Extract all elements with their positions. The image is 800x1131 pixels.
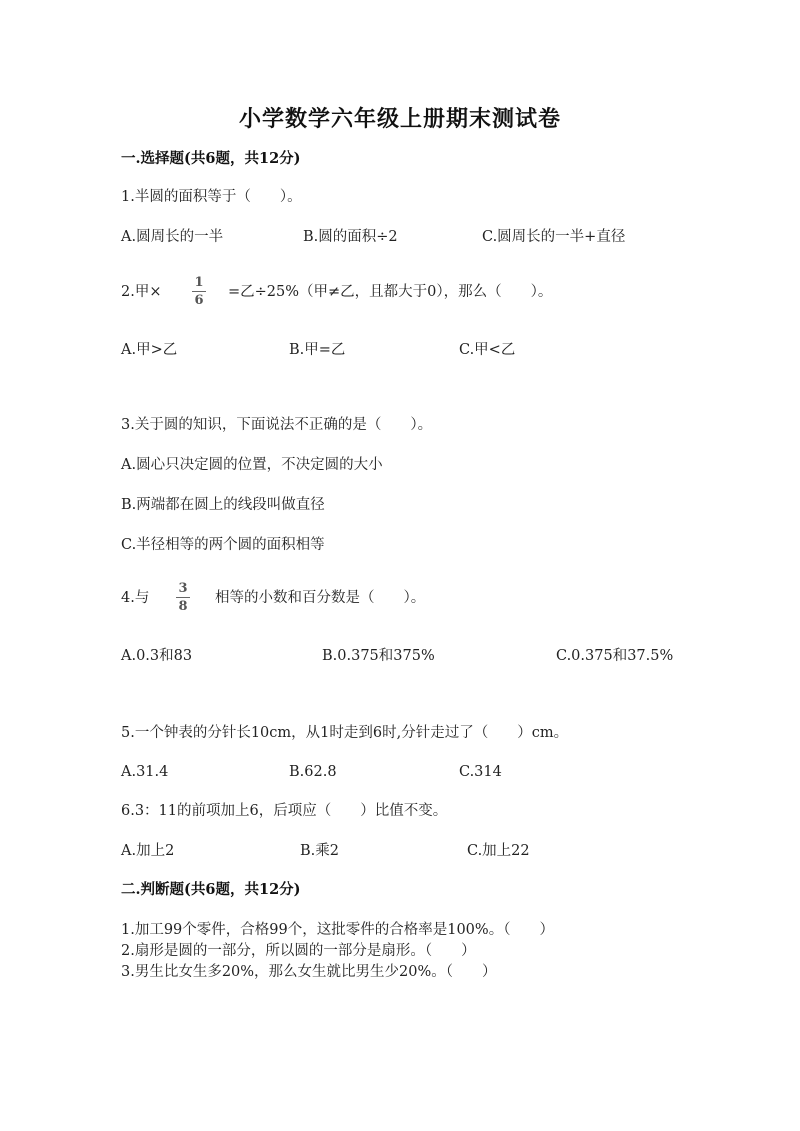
- question-2-fraction-numerator: 1: [194, 275, 204, 290]
- question-6-option-c: C.加上22: [467, 843, 530, 859]
- question-5-option-a: A.31.4: [121, 764, 169, 780]
- question-2-stem-after: =乙÷25%（甲≠乙，且都大于0），那么（ ）。: [228, 284, 553, 300]
- question-2-stem-before: 2.甲×: [121, 284, 162, 300]
- question-1-option-a: A.圆周长的一半: [121, 229, 224, 245]
- question-4-fraction-denominator: 8: [178, 599, 188, 614]
- question-4-option-a: A.0.3和83: [121, 648, 193, 664]
- question-3-stem: 3.关于圆的知识，下面说法不正确的是（ ）。: [121, 417, 433, 433]
- question-5-option-c: C.314: [459, 764, 502, 780]
- question-1-option-c: C.圆周长的一半+直径: [482, 229, 626, 245]
- question-1-option-b: B.圆的面积÷2: [303, 229, 398, 245]
- question-6-option-a: A.加上2: [121, 843, 175, 859]
- section-heading-choice: 一.选择题(共6题，共12分): [121, 150, 301, 167]
- judgment-item-3: 3.男生比女生多20%，那么女生就比男生少20%。（ ）: [121, 964, 497, 980]
- question-2-option-c: C.甲<乙: [459, 342, 516, 358]
- question-1-stem: 1.半圆的面积等于（ ）。: [121, 189, 302, 205]
- question-3-option-a: A.圆心只决定圆的位置，不决定圆的大小: [121, 457, 383, 473]
- question-2-option-a: A.甲>乙: [121, 342, 178, 358]
- fraction-bar: [176, 597, 190, 598]
- section-heading-judgment: 二.判断题(共6题，共12分): [121, 881, 301, 898]
- question-4-option-b: B.0.375和375%: [322, 648, 435, 664]
- question-6-option-b: B.乘2: [300, 843, 339, 859]
- question-4-stem-after: 相等的小数和百分数是（ ）。: [215, 590, 426, 606]
- question-4-option-c: C.0.375和37.5%: [556, 648, 674, 664]
- question-5-option-b: B.62.8: [289, 764, 337, 780]
- judgment-item-2: 2.扇形是圆的一部分，所以圆的一部分是扇形。（ ）: [121, 943, 476, 959]
- question-4-fraction-numerator: 3: [178, 581, 188, 596]
- question-3-option-b: B.两端都在圆上的线段叫做直径: [121, 497, 325, 513]
- question-2-option-b: B.甲=乙: [289, 342, 346, 358]
- judgment-item-1: 1.加工99个零件，合格99个，这批零件的合格率是100%。（ ）: [121, 922, 554, 938]
- question-5-stem: 5.一个钟表的分针长10cm，从1时走到6时,分针走过了（ ）cm。: [121, 725, 569, 741]
- question-2-fraction: [191, 275, 207, 308]
- fraction-bar: [192, 291, 206, 292]
- question-4-stem-before: 4.与: [121, 590, 150, 606]
- question-4-fraction: [175, 581, 191, 614]
- question-3-option-c: C.半径相等的两个圆的面积相等: [121, 537, 325, 553]
- question-2-fraction-denominator: 6: [194, 293, 204, 308]
- page-title: 小学数学六年级上册期末测试卷: [238, 106, 561, 132]
- question-6-stem: 6.3：11的前项加上6，后项应（ ）比值不变。: [121, 803, 448, 819]
